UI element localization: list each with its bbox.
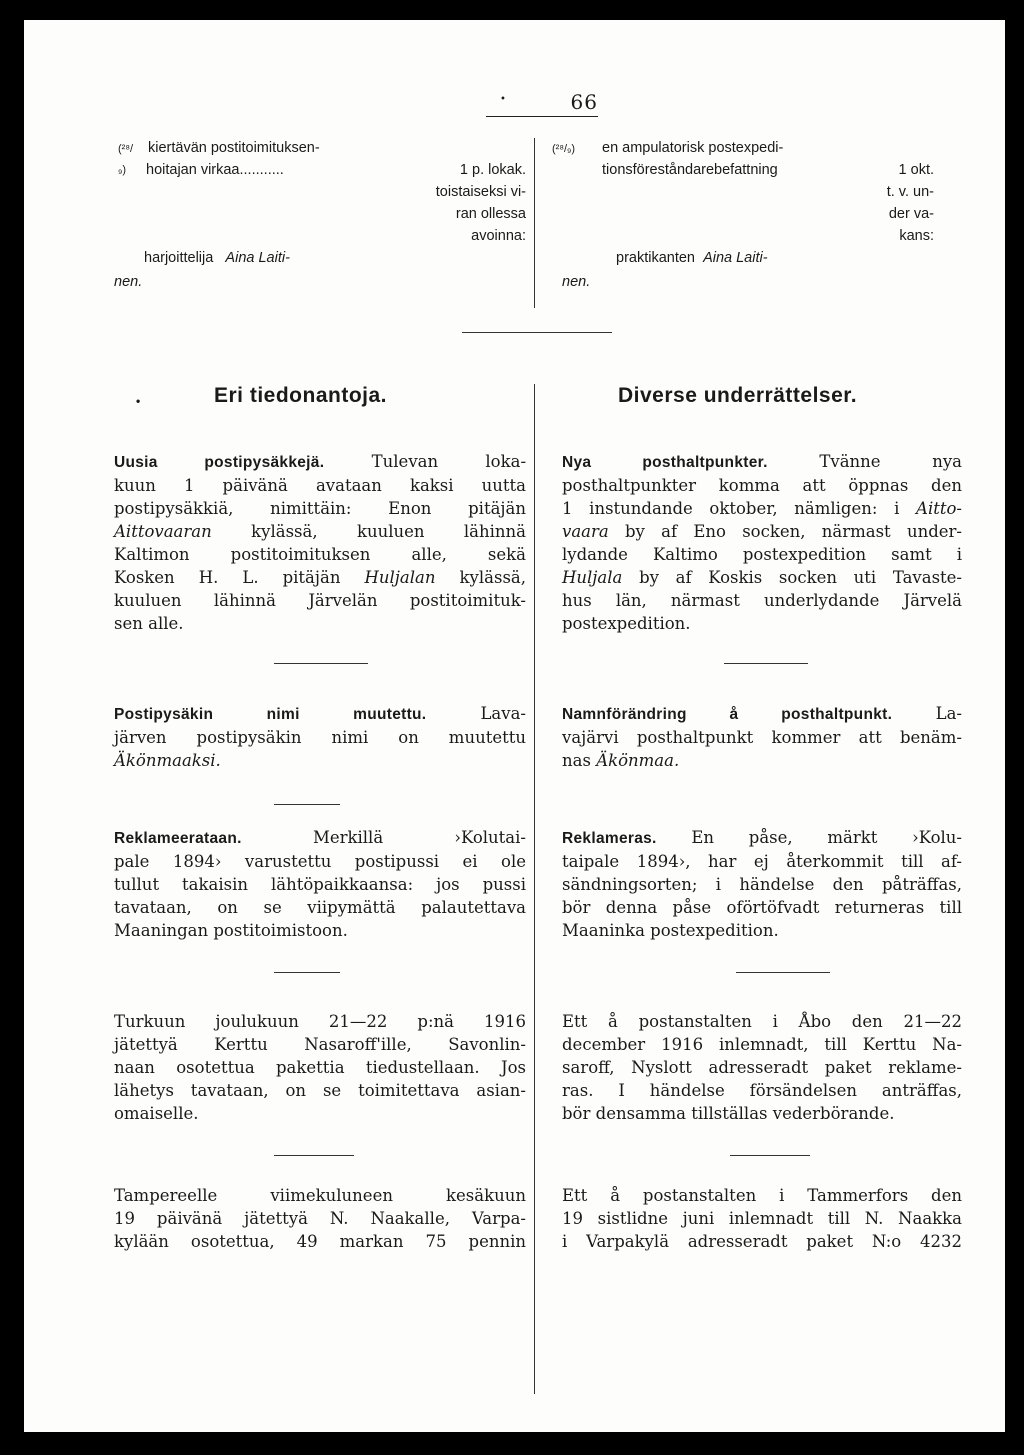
top-right-note3: kans: <box>899 228 934 244</box>
top-left-note3: avoinna: <box>471 228 526 244</box>
section-reclaim-fi: Reklameerataan. Merkillä ›Kolutai- pale 1894› varustettu postipussi ei ole tullut takaisin lähtöpaikkaansa: jos pussi tavataan, on se viipymättä palautettava Maaningan postitoimistoon. <box>114 828 526 940</box>
section-tampere-sv: Ett å postanstalten i Tammerfors den 19 sistlidne juni inlemnadt till N. Naakka i Varpakylä adresseradt paket N:o 4232 <box>562 1186 962 1251</box>
heading-swedish: Diverse underrättelser. <box>618 384 858 407</box>
rule-right-4 <box>730 1155 810 1156</box>
top-left-note2: ran ollessa <box>455 206 526 222</box>
section-turku-fi: Turkuun joulukuun 21—22 p:nä 1916 jätettyä Kerttu Nasaroff'ille, Savonlin- naan osotettua pakettia tiedustellaan. Jos lähetys tavataan, on se toimitettava asian- omaiselle. <box>114 1012 526 1123</box>
column-divider-main <box>534 384 535 1394</box>
section-name-change-fi: Postipysäkin nimi muutettu. Lava- järven postipysäkin nimi on muutettu Äkönmaaksi. <box>114 704 526 770</box>
top-right-note2: der va- <box>888 206 934 222</box>
section-title: Uusia postipysäkkejä. <box>114 454 325 471</box>
heading-bullet: • <box>136 394 141 408</box>
top-left-date-marker: (²⁸/₉) <box>118 143 134 176</box>
section-name-change-sv: Namnförändring å posthaltpunkt. La- vajärvi posthaltpunkt kommer att benäm- nas Äkönmaa. <box>562 704 962 770</box>
rule-right-3 <box>736 972 830 973</box>
top-right-name-end: nen. <box>562 274 591 290</box>
section-title: Postipysäkin nimi muutettu. <box>114 706 427 723</box>
section-turku-sv: Ett å postanstalten i Åbo den 21—22 december 1916 inlemnadt, till Kerttu Na- saroff, Nyslott adresseradt paket reklame- ras. I händelse försändelsen anträffas, bör densamma tillställas vederbörande. <box>562 1012 962 1123</box>
section-title: Nya posthaltpunkter. <box>562 454 768 471</box>
rule-left-2 <box>274 804 340 805</box>
top-left-name: harjoittelija Aina Laiti- <box>144 250 290 266</box>
top-left-date: 1 p. lokak. <box>459 162 526 178</box>
page-number-dot: • <box>500 94 506 105</box>
section-title: Reklameerataan. <box>114 830 242 847</box>
top-left-line2: hoitajan virkaa........... <box>146 162 284 178</box>
top-right-name: praktikanten Aina Laiti- <box>616 250 768 266</box>
top-right-note1: t. v. un- <box>886 184 934 200</box>
rule-left-1 <box>274 663 368 664</box>
section-tampere-fi: Tampereelle viimekuluneen kesäkuun 19 päivänä jätettyä N. Naakalle, Varpa- kylään osotettua, 49 markan 75 pennin <box>114 1186 526 1251</box>
top-right-date-marker: (²⁸/₉) <box>552 143 576 155</box>
document-page <box>24 20 1005 1432</box>
section-reclaim-sv: Reklameras. En påse, märkt ›Kolu- taipale 1894›, har ej återkommit till af- sändningsorten; i händelse den påträffas, bör denna påse oförtöfvadt returneras till Maaninka postexpedition. <box>562 828 962 940</box>
rule-right-1 <box>724 663 808 664</box>
page-number: 66 <box>570 90 598 114</box>
top-left-name-end: nen. <box>114 274 143 290</box>
section-new-pysakit-sv: Nya posthaltpunkter. Tvänne nya posthaltpunkter komma att öppnas den 1 instundande oktober, nämligen: i Aitto- vaara by af Eno socken, närmast under- lydande Kaltimo postexpedition samt i Huljala by af Koskis socken uti Tavaste- hus län, närmast underlydande Järvelä postexpedition. <box>562 452 963 633</box>
rule-left-4 <box>274 1155 354 1156</box>
top-left-line1: kiertävän postitoimituksen- <box>148 140 320 156</box>
top-right-line2: tionsföreståndarebefattning <box>602 162 778 178</box>
section-title: Namnförändring å posthaltpunkt. <box>562 706 893 723</box>
top-right-date: 1 okt. <box>898 162 934 178</box>
page-number-rule <box>486 116 598 117</box>
rule-left-3 <box>274 972 340 973</box>
column-divider-top <box>534 138 535 308</box>
section-separator <box>462 332 612 333</box>
section-new-pysakit-fi: Uusia postipysäkkejä. Tulevan loka- kuun 1 päivänä avataan kaksi uutta postipysäkkiä, nimittäin: Enon pitäjän Aittovaaran kylässä, kuuluen lähinnä Kaltimon postitoimituksen alle, sekä Kosken H. L. pitäjän Huljalan kylässä, kuuluen lähinnä Järvelän postitoimituk- sen alle. <box>114 452 527 633</box>
heading-finnish: Eri tiedonantoja. <box>214 384 388 407</box>
top-right-line1: en ampulatorisk postexpedi- <box>602 140 784 156</box>
section-title: Reklameras. <box>562 830 657 847</box>
top-left-note1: toistaiseksi vi- <box>435 184 526 200</box>
